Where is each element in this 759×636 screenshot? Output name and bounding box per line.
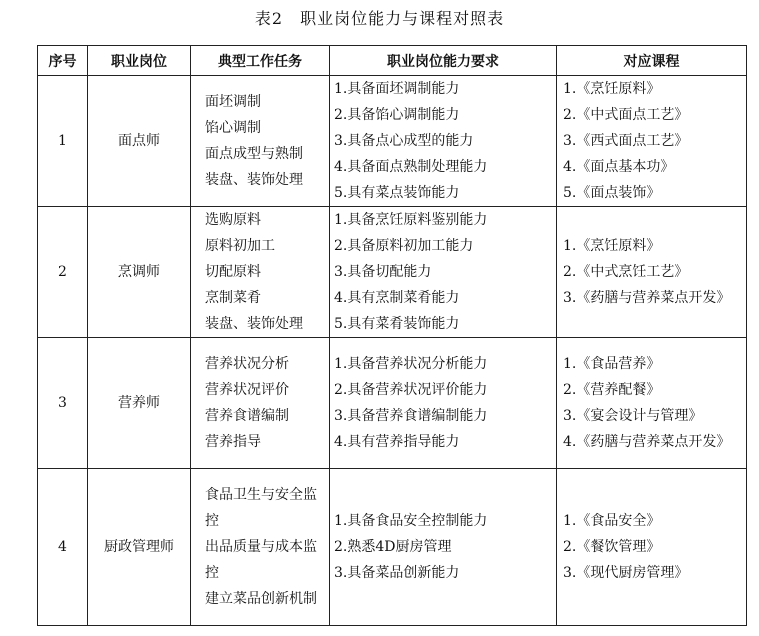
task-item: 食品卫生与安全监控 [205,487,317,529]
table-row [38,469,747,626]
task-item: 出品质量与成本监控 [205,539,317,581]
row-number: 2 [38,207,88,338]
ability-item: 3.具备点心成型的能力 [334,133,474,149]
ability-item: 4.具备面点熟制处理能力 [334,159,488,175]
course-item: 3.《现代厨房管理》 [563,565,689,581]
task-item: 切配原料 [205,264,261,280]
task-item: 装盘、装饰处理 [205,172,303,188]
course-item: 4.《药膳与营养菜点开发》 [563,434,731,450]
ability-item: 3.具备菜品创新能力 [334,565,460,581]
course-item: 1.《食品安全》 [563,513,661,529]
ability-item: 2.具备馅心调制能力 [334,107,460,123]
header-abilities: 职业岗位能力要求 [330,46,557,76]
job-position-label: 面点师 [118,133,160,149]
task-item: 营养指导 [205,434,261,450]
ability-item: 5.具有菜点装饰能力 [334,185,460,201]
header-tasks: 典型工作任务 [191,46,330,76]
task-item: 营养食谱编制 [205,408,289,424]
row-number: 1 [38,76,88,207]
course-item: 1.《烹饪原料》 [563,238,661,254]
table-row [38,76,747,207]
ability-item: 3.具备切配能力 [334,264,432,280]
typical-tasks [191,207,330,338]
task-item: 原料初加工 [205,238,275,254]
header-courses: 对应课程 [557,46,747,76]
ability-item: 1.具备营养状况分析能力 [334,356,488,372]
course-item: 5.《面点装饰》 [563,185,661,201]
task-item: 馅心调制 [205,120,261,136]
ability-requirements [330,76,557,207]
course-item: 1.《食品营养》 [563,356,661,372]
task-item: 营养状况评价 [205,382,289,398]
course-item: 2.《中式面点工艺》 [563,107,689,123]
row-number: 3 [38,338,88,469]
course-item: 3.《药膳与营养菜点开发》 [563,290,731,306]
related-courses [557,338,747,469]
ability-item: 2.熟悉4D厨房管理 [334,539,452,555]
course-item: 3.《西式面点工艺》 [563,133,689,149]
task-item: 装盘、装饰处理 [205,316,303,332]
ability-item: 1.具备面坯调制能力 [334,81,460,97]
typical-tasks [191,338,330,469]
typical-tasks [191,469,330,626]
course-item: 1.《烹饪原料》 [563,81,661,97]
course-item: 2.《中式烹饪工艺》 [563,264,689,280]
job-position-label: 烹调师 [118,264,160,280]
task-item: 面坯调制 [205,94,261,110]
table-row [38,207,747,338]
header-no: 序号 [38,46,88,76]
related-courses [557,469,747,626]
related-courses [557,76,747,207]
row-number: 4 [38,469,88,626]
ability-requirements [330,469,557,626]
ability-item: 5.具有菜肴装饰能力 [334,316,460,332]
ability-item: 3.具备营养食谱编制能力 [334,408,488,424]
ability-item: 2.具备原料初加工能力 [334,238,474,254]
course-item: 2.《营养配餐》 [563,382,661,398]
task-item: 选购原料 [205,212,261,228]
job-position-label: 营养师 [118,395,160,411]
course-item: 4.《面点基本功》 [563,159,675,175]
job-position-label: 厨政管理师 [104,539,174,555]
ability-course-table [37,45,747,626]
header-position: 职业岗位 [88,46,191,76]
task-item: 建立菜品创新机制 [205,591,317,607]
related-courses [557,207,747,338]
task-item: 烹制菜肴 [205,290,261,306]
table-row [38,338,747,469]
ability-item: 4.具有营养指导能力 [334,434,460,450]
ability-requirements [330,207,557,338]
job-position [88,338,191,469]
ability-item: 1.具备烹饪原料鉴别能力 [334,212,488,228]
job-position [88,207,191,338]
typical-tasks [191,76,330,207]
course-item: 2.《餐饮管理》 [563,539,661,555]
ability-item: 4.具有烹制菜肴能力 [334,290,460,306]
job-position [88,76,191,207]
task-item: 面点成型与熟制 [205,146,303,162]
course-item: 3.《宴会设计与管理》 [563,408,703,424]
header-row [38,46,747,76]
job-position [88,469,191,626]
table-caption: 表2 职业岗位能力与课程对照表 [254,9,505,28]
ability-item: 2.具备营养状况评价能力 [334,382,488,398]
ability-item: 1.具备食品安全控制能力 [334,513,488,529]
task-item: 营养状况分析 [205,356,289,372]
ability-requirements [330,338,557,469]
